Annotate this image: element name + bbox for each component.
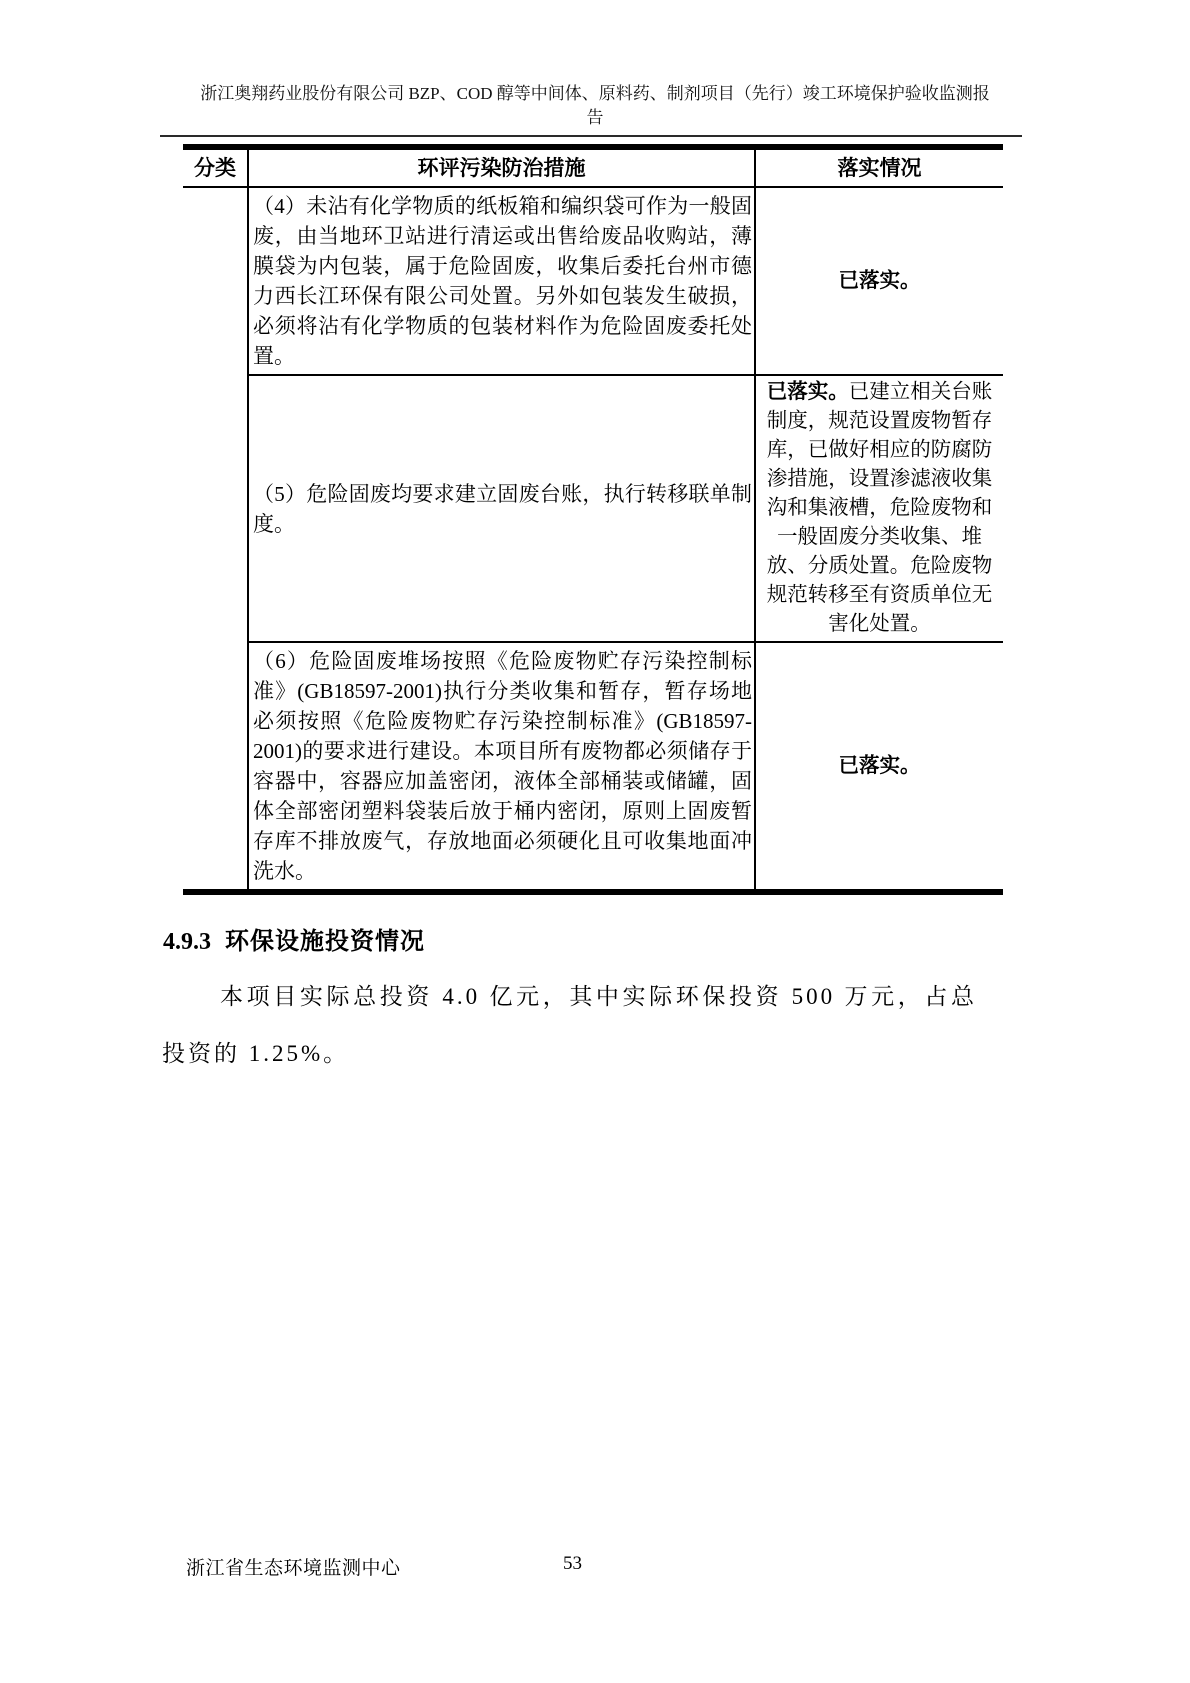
footer-organization: 浙江省生态环境监测中心 [186, 1558, 401, 1579]
table-header-row [183, 147, 1003, 187]
section-number: 4.9.3 [163, 929, 211, 955]
document-header-line2: 告 [586, 108, 604, 127]
page-content [160, 82, 1030, 1082]
measures-table [183, 144, 1003, 895]
column-header-category: 分类 [183, 147, 248, 187]
status-cell [755, 187, 1003, 375]
status-label: 已落实。 [838, 269, 921, 292]
status-label: 已落实。 [766, 381, 849, 403]
status-cell [755, 375, 1003, 642]
measure-cell: （5）危险固废均要求建立固废台账，执行转移联单制度。 [248, 375, 755, 642]
investment-paragraph: 本项目实际总投资 4.0 亿元，其中实际环保投资 500 万元，占总投资的 1.25%。 [162, 984, 977, 1066]
page-number: 53 [563, 1553, 582, 1574]
status-label: 已落实。 [838, 754, 921, 777]
status-detail: 已建立相关台账制度，规范设置废物暂存库，已做好相应的防腐防渗措施，设置渗滤液收集沟和集液槽，危险废物和一般固废分类收集、堆放、分质处置。危险废物规范转移至有资质单位无害化处置。 [766, 381, 993, 635]
column-header-measure: 环评污染防治措施 [248, 147, 755, 187]
category-cell [183, 187, 248, 892]
document-header-line1: 浙江奥翔药业股份有限公司 BZP、COD 醇等中间体、原料药、制剂项目（先行）竣工环境保护验收监测报 [200, 84, 990, 103]
status-cell [755, 642, 1003, 892]
measure-cell: （6）危险固废堆场按照《危险废物贮存污染控制标准》(GB18597-2001)执行分类收集和暂存，暂存场地必须按照《危险废物贮存污染控制标准》(GB18597-2001)的要求进行建设。本项目所有废物都必须储存于容器中，容器应加盖密闭，液体全部桶装或储罐，固体全部密闭塑料袋装后放于桶内密闭，原则上固废暂存库不排放废气，存放地面必须硬化且可收集地面冲洗水。 [248, 642, 755, 892]
document-header [160, 82, 1030, 130]
section-heading [163, 921, 1030, 956]
header-divider [160, 135, 1022, 137]
table-row [183, 187, 1003, 375]
table-row [183, 642, 1003, 892]
section-title: 环保设施投资情况 [225, 929, 425, 955]
table-row [183, 375, 1003, 642]
column-header-status: 落实情况 [755, 147, 1003, 187]
measure-cell: （4）未沾有化学物质的纸板箱和编织袋可作为一般固废，由当地环卫站进行清运或出售给废品收购站，薄膜袋为内包装，属于危险固废，收集后委托台州市德力西长江环保有限公司处置。另外如包装发生破损，必须将沾有化学物质的包装材料作为危险固废委托处置。 [248, 187, 755, 375]
